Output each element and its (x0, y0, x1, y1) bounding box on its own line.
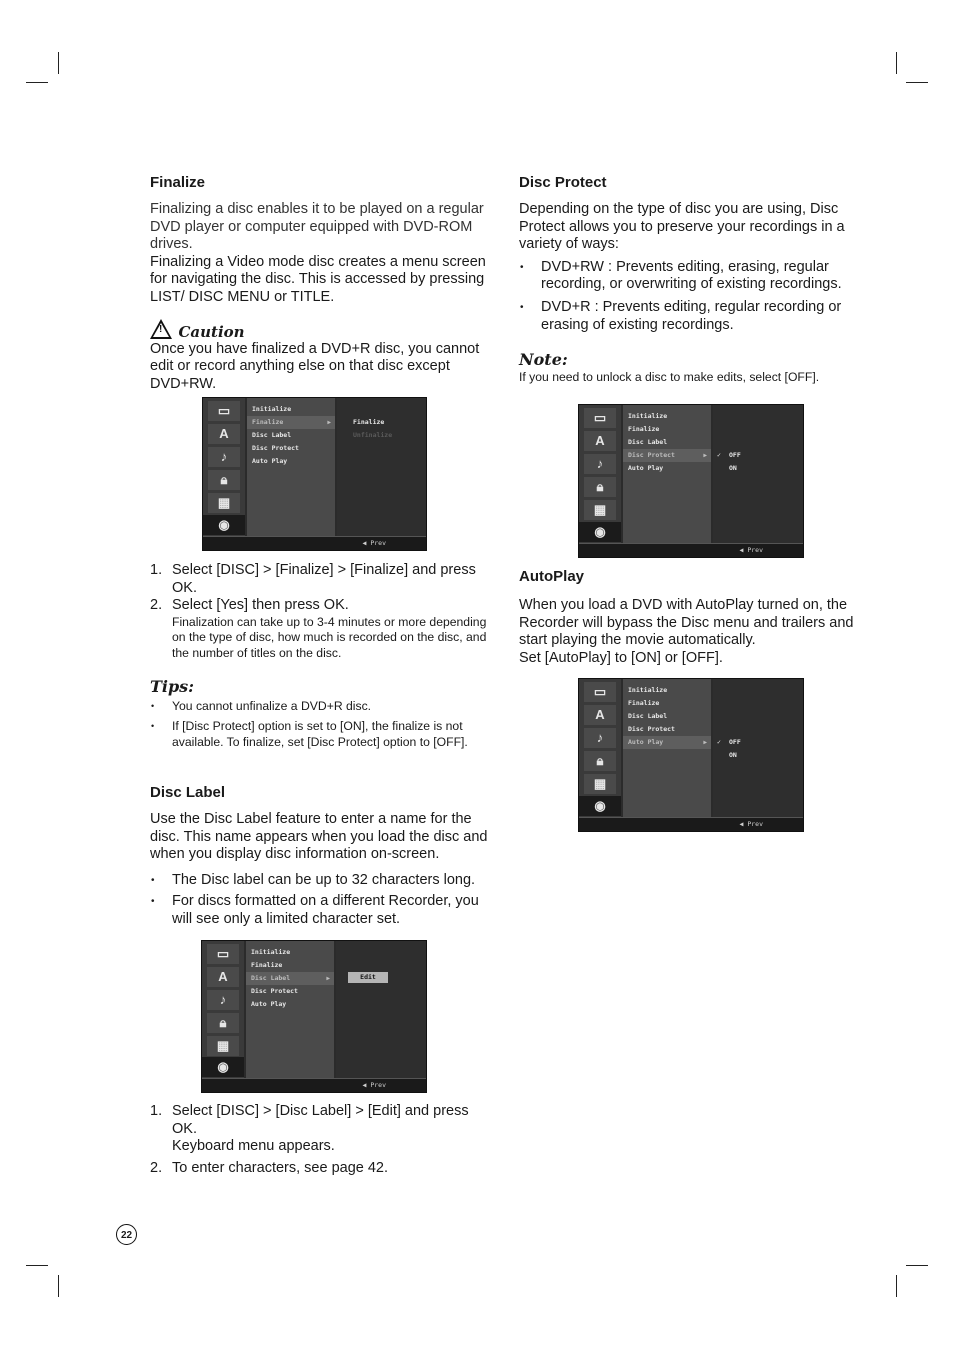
osd-prev-label: ◀ Prev (739, 546, 763, 554)
bullet-text: DVD+R : Prevents editing, regular recording or erasing of existing recordings. (541, 298, 842, 333)
osd-menu-item-selected (623, 736, 711, 749)
step-text: To enter characters, see page 42. (172, 1159, 389, 1176)
edit-button[interactable]: Edit (348, 972, 388, 983)
disc-protect-section (519, 174, 859, 386)
film-icon: ▦ (208, 493, 240, 513)
osd-menu-item: Finalize (628, 425, 660, 433)
tv-icon: ▭ (584, 408, 616, 428)
osd-options-panel (336, 941, 426, 1079)
tv-icon: ▭ (584, 682, 616, 702)
osd-menu-item: Disc Label (628, 712, 668, 720)
osd-option-off: OFF (729, 738, 741, 746)
osd-prev-label: ◀ Prev (362, 539, 386, 547)
osd-menu-item: Disc Label (252, 431, 292, 439)
osd-menu-item: Auto Play (252, 457, 288, 465)
text-icon: A (208, 424, 240, 444)
osd-menu-item: Disc Protect (628, 725, 675, 733)
step-number: 2. (150, 597, 163, 614)
lock-icon: 🔒︎ (208, 470, 240, 490)
osd-menu (623, 405, 711, 544)
osd-finalize-screen (202, 397, 427, 551)
disc-label-bullet (150, 872, 496, 890)
text-icon: A (584, 431, 616, 451)
note-heading: Note: (519, 350, 568, 370)
autoplay-heading: AutoPlay (519, 568, 585, 585)
osd-menu-item: Disc Protect (252, 444, 299, 452)
osd-menu-item: Auto Play (628, 464, 664, 472)
bullet-text: DVD+RW : Prevents editing, erasing, regular recording, or overwriting of existing recordings. (541, 258, 842, 293)
osd-menu-item-label: Disc Label (251, 974, 291, 982)
finalize-heading: Finalize (150, 174, 206, 191)
crop-mark (906, 82, 928, 83)
osd-menu-item: Finalize (628, 699, 660, 707)
disc-protect-heading: Disc Protect (519, 174, 607, 191)
disc-icon: ◉ (579, 796, 621, 816)
osd-options-panel (713, 405, 803, 544)
osd-disc-protect-screen (578, 404, 804, 558)
step-text: Select [DISC] > [Disc Label] > [Edit] and press OK. (172, 1103, 469, 1137)
lock-icon: 🔒︎ (584, 477, 616, 497)
osd-bottom-bar (202, 1078, 426, 1092)
osd-icon-column (202, 941, 244, 1079)
warning-icon: ! (150, 319, 172, 339)
osd-menu-item: Initialize (628, 686, 668, 694)
audio-icon: ♪ (207, 990, 239, 1010)
finalize-step-2-note: Finalization can take up to 3-4 minutes or more depending on the type of disc, how much is recorded on the disc, and the number of titles on the disc. (172, 614, 487, 660)
finalize-step-1 (150, 562, 496, 597)
osd-menu-item: Disc Protect (251, 987, 298, 995)
osd-option-on: ON (729, 464, 737, 472)
osd-prev-label: ◀ Prev (739, 820, 763, 828)
text-icon: A (584, 705, 616, 725)
audio-icon: ♪ (584, 454, 616, 474)
osd-menu-item-selected (246, 972, 334, 985)
osd-disc-label-screen (201, 940, 427, 1093)
bullet-text: The Disc label can be up to 32 characters long. (172, 871, 476, 888)
osd-icon-column (579, 405, 621, 544)
crop-mark (58, 1275, 59, 1297)
audio-icon: ♪ (208, 447, 240, 467)
autoplay-para-1: When you load a DVD with AutoPlay turned on, the Recorder will bypass the Disc menu and trailers and start playing the movie automatically. (519, 597, 854, 649)
osd-icon-column (579, 679, 621, 818)
step-number: 1. (150, 562, 163, 578)
finalize-para-2: Finalizing a Video mode disc creates a menu screen for navigating the disc. This is accessed by pressing LIST/ DISC MENU or TITLE. (150, 253, 486, 305)
finalize-steps (150, 562, 496, 750)
tip-item (150, 718, 496, 750)
tip-item (150, 698, 496, 714)
osd-menu-item-label: Finalize (252, 418, 284, 426)
bullet-icon: • (151, 896, 155, 908)
chevron-right-icon: ▶ (703, 452, 707, 459)
disc-icon: ◉ (203, 515, 245, 535)
bullet-icon: • (520, 261, 524, 273)
osd-autoplay-screen (578, 678, 804, 832)
tip-text: If [Disc Protect] option is set to [ON], the finalize is not available. To finalize, set [Disc Protect] option to [OFF]. (172, 719, 468, 750)
finalize-step-2 (150, 597, 496, 615)
osd-icon-column (203, 398, 245, 537)
crop-mark (896, 1275, 897, 1297)
bullet-icon: • (520, 301, 524, 313)
osd-bottom-bar (579, 543, 803, 557)
step-number: 1. (150, 1103, 163, 1119)
disc-protect-bullet (519, 259, 859, 294)
disc-icon: ◉ (202, 1057, 244, 1077)
osd-menu-item: Initialize (628, 412, 668, 420)
film-icon: ▦ (207, 1036, 239, 1056)
disc-label-heading: Disc Label (150, 784, 226, 801)
lock-icon: 🔒︎ (207, 1013, 239, 1033)
osd-menu-item: Finalize (251, 961, 283, 969)
osd-menu-item-selected (247, 416, 335, 429)
page-number: 22 (116, 1224, 137, 1245)
tv-icon: ▭ (208, 401, 240, 421)
bullet-icon: • (151, 874, 155, 886)
osd-menu (623, 679, 711, 818)
note-text: If you need to unlock a disc to make edits, select [OFF]. (519, 370, 820, 385)
disc-label-bullet (150, 893, 496, 928)
finalize-para-1: Finalizing a disc enables it to be played on a regular DVD player or computer equipped with DVD-ROM drives. (150, 201, 484, 253)
crop-mark (906, 1265, 928, 1266)
osd-option-on: ON (729, 751, 737, 759)
tip-text: You cannot unfinalize a DVD+R disc. (172, 699, 372, 714)
osd-menu-item-label: Auto Play (628, 738, 664, 746)
osd-menu (247, 398, 335, 537)
film-icon: ▦ (584, 774, 616, 794)
bullet-icon: • (151, 701, 155, 712)
step-number: 2. (150, 1159, 163, 1176)
caution-text: Once you have finalized a DVD+R disc, you cannot edit or record anything else on that disc except DVD+RW. (150, 340, 480, 392)
autoplay-section (519, 568, 859, 667)
chevron-right-icon: ▶ (327, 419, 331, 426)
step-text: Select [DISC] > [Finalize] > [Finalize] and press OK. (172, 562, 476, 596)
disc-label-step-2 (150, 1160, 496, 1178)
finalize-section (150, 174, 496, 393)
chevron-right-icon: ▶ (326, 975, 330, 982)
disc-label-para: Use the Disc Label feature to enter a name for the disc. This name appears when you load the disc and when you display disc information on-screen. (150, 811, 488, 863)
lock-icon: 🔒︎ (584, 751, 616, 771)
film-icon: ▦ (584, 500, 616, 520)
osd-options-panel (713, 679, 803, 818)
crop-mark (58, 52, 59, 74)
crop-mark (896, 52, 897, 74)
osd-menu-item: Disc Label (628, 438, 668, 446)
step-text: Select [Yes] then press OK. (172, 597, 349, 614)
audio-icon: ♪ (584, 728, 616, 748)
osd-menu (246, 941, 334, 1079)
osd-menu-item: Auto Play (251, 1000, 287, 1008)
osd-menu-item: Initialize (252, 405, 292, 413)
osd-option-disabled: Unfinalize (353, 431, 393, 439)
bullet-text: For discs formatted on a different Recorder, you will see only a limited character set. (172, 893, 479, 927)
check-icon: ✓ (717, 451, 721, 459)
disc-icon: ◉ (579, 522, 621, 542)
autoplay-para-2: Set [AutoPlay] to [ON] or [OFF]. (519, 649, 723, 666)
osd-option-off: OFF (729, 451, 741, 459)
osd-option: Finalize (353, 418, 385, 426)
osd-bottom-bar (203, 536, 426, 550)
disc-protect-bullet (519, 299, 859, 334)
bullet-icon: • (151, 721, 155, 732)
caution-heading-row (150, 319, 496, 341)
tips-heading: Tips: (150, 677, 195, 697)
crop-mark (26, 1265, 48, 1266)
osd-menu-item: Initialize (251, 948, 291, 956)
osd-bottom-bar (579, 817, 803, 831)
osd-menu-item-label: Disc Protect (628, 451, 675, 459)
disc-label-step-1b: Keyboard menu appears. (172, 1138, 335, 1155)
disc-label-section (150, 784, 496, 929)
osd-prev-label: ◀ Prev (362, 1081, 386, 1089)
osd-options-panel (337, 398, 426, 537)
crop-mark (26, 82, 48, 83)
caution-heading: Caution (178, 322, 245, 341)
check-icon: ✓ (717, 738, 721, 746)
tv-icon: ▭ (207, 944, 239, 964)
disc-protect-para: Depending on the type of disc you are using, Disc Protect allows you to preserve your recordings in a variety of ways: (519, 201, 845, 253)
osd-menu-item-selected (623, 449, 711, 462)
disc-label-steps (150, 1103, 496, 1177)
chevron-right-icon: ▶ (703, 739, 707, 746)
disc-label-step-1 (150, 1103, 496, 1138)
text-icon: A (207, 967, 239, 987)
